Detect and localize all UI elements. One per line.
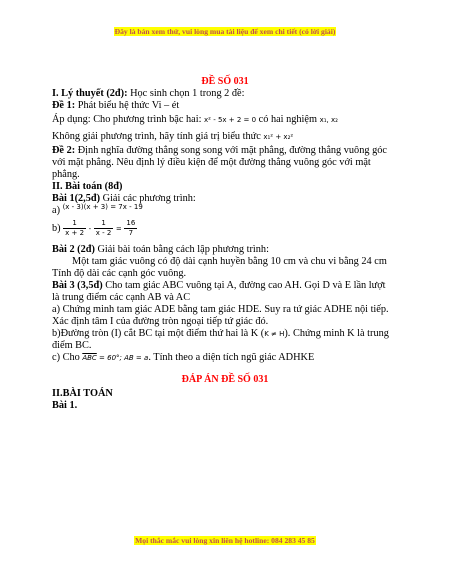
bai3-line1 xyxy=(52,280,386,292)
angle-abc: $\overline{ABC}$ xyxy=(82,354,97,362)
hotline-banner-text: Mọi thắc mắc vui lòng xin liên hệ hotline: 084 283 45 85 xyxy=(135,536,315,545)
apply-line xyxy=(52,114,338,126)
theory-heading: I. Lý thuyết (2đ): xyxy=(52,88,128,99)
de2-line3: phẳng. xyxy=(52,169,80,180)
equals-sign: = xyxy=(115,225,122,233)
fraction-1 xyxy=(63,219,86,238)
de1-label: Đề 1: xyxy=(52,100,76,111)
fraction-1-numerator: 1 xyxy=(63,219,86,229)
apply-text: Áp dụng: Cho phương trình bậc hai: xyxy=(52,114,202,125)
answer-bai1: Bài 1. xyxy=(52,400,78,411)
bai3-text-1: Cho tam giác ABC vuông tại A, đường cao AH. Gọi D và E lần lượt xyxy=(102,280,386,291)
bai3-line2: là trung điểm các cạnh AB và AC xyxy=(52,292,191,303)
bai1a-label: a) xyxy=(52,205,60,216)
de1-text: Phát biểu hệ thức Vi – ét xyxy=(75,100,180,111)
fraction-3 xyxy=(124,219,137,238)
bai1b-label: b) xyxy=(52,223,61,234)
apply-equation: x² - 5x + 2 = 0 xyxy=(204,116,257,124)
no-solve-text: Không giải phương trình, hãy tính giá trị biểu thức xyxy=(52,131,264,142)
bai3-a-line2: Xác định tâm I của đường tròn ngoại tiếp tứ giác đó. xyxy=(52,316,269,327)
bai2-body-1: Một tam giác vuông có độ dài cạnh huyền bằng 10 cm và chu vi bằng 24 cm xyxy=(72,256,387,267)
bai1-label: Bài 1(2,5đ) xyxy=(52,193,101,204)
apply-tail: có hai nghiệm xyxy=(256,114,320,125)
angle-value: = 60°; AB = a xyxy=(96,354,149,362)
de2-line1 xyxy=(52,145,387,157)
fraction-2 xyxy=(94,219,114,238)
bai3-c-text-end: . Tính theo a diện tích ngũ giác ADHKE xyxy=(148,352,315,363)
minus-sign: - xyxy=(88,225,92,233)
bai3-c-text-start: c) Cho xyxy=(52,352,83,363)
bai3-a-line1: a) Chứng minh tam giác ADE bằng tam giác HDE. Suy ra tứ giác ADHE nội tiếp. xyxy=(52,304,389,315)
bai2-text: Giải bài toán bằng cách lập phương trình: xyxy=(94,244,269,255)
bai1b-line xyxy=(52,217,137,241)
bai2-label: Bài 2 (2đ) xyxy=(52,244,95,255)
fraction-1-denominator: x + 2 xyxy=(65,229,85,238)
fraction-2-numerator: 1 xyxy=(94,219,114,229)
bai3-b-line1 xyxy=(52,328,389,340)
fraction-2-denominator: x - 2 xyxy=(95,229,112,238)
theory-heading-rest: Học sinh chọn 1 trong 2 đề: xyxy=(127,88,245,99)
de1-line xyxy=(52,100,179,112)
angle-expression xyxy=(82,354,148,362)
preview-banner xyxy=(0,27,450,36)
exam-title: ĐỀ SỐ 031 xyxy=(201,76,249,87)
preview-banner-text: Đây là bản xem thử, vui lòng mua tài liệu để xem chi tiết (có lời giải) xyxy=(114,27,336,36)
fraction-3-numerator: 16 xyxy=(126,219,136,228)
bai3-c-line xyxy=(52,352,314,364)
bai3-b-text-start: b)Đường tròn (I) cắt BC tại một điểm thứ hai là K ( xyxy=(52,328,265,339)
bai3-label: Bài 3 (3,5đ) xyxy=(52,280,103,291)
bai2-line xyxy=(52,244,269,256)
bai3-b-line2: điểm BC. xyxy=(52,340,92,351)
roots-expression: x₁, x₂ xyxy=(319,116,338,124)
k-not-h-expression: K ≠ H xyxy=(264,330,285,338)
hotline-banner xyxy=(0,536,450,545)
de2-line2: với mặt phẳng. Nêu định lý điều kiện để một đường thẳng vuông góc với mặt xyxy=(52,157,371,168)
de2-label: Đề 2: xyxy=(52,145,76,156)
fraction-3-denominator: 7 xyxy=(128,229,134,238)
bai3-b-text-end: ). Chứng minh K là trung xyxy=(284,328,389,339)
answer-heading: II.BÀI TOÁN xyxy=(52,388,113,399)
sum-squares-expression: x₁² + x₂² xyxy=(263,133,294,141)
bai1a-line xyxy=(52,205,143,217)
bai1-text: Giải các phương trình: xyxy=(100,193,196,204)
de2-text-1: Định nghĩa đường thẳng song song với mặt phẳng, đường thẳng vuông góc xyxy=(75,145,387,156)
bai2-body-2: Tính độ dài các cạnh góc vuông. xyxy=(52,268,187,279)
answer-title: ĐÁP ÁN ĐỀ SỐ 031 xyxy=(181,374,269,385)
bai1a-equation: (x - 3)(x + 3) = 7x - 19 xyxy=(62,203,143,211)
theory-heading-line xyxy=(52,88,244,100)
problems-heading: II. Bài toán (8đ) xyxy=(52,181,123,192)
no-solve-line xyxy=(52,131,293,143)
